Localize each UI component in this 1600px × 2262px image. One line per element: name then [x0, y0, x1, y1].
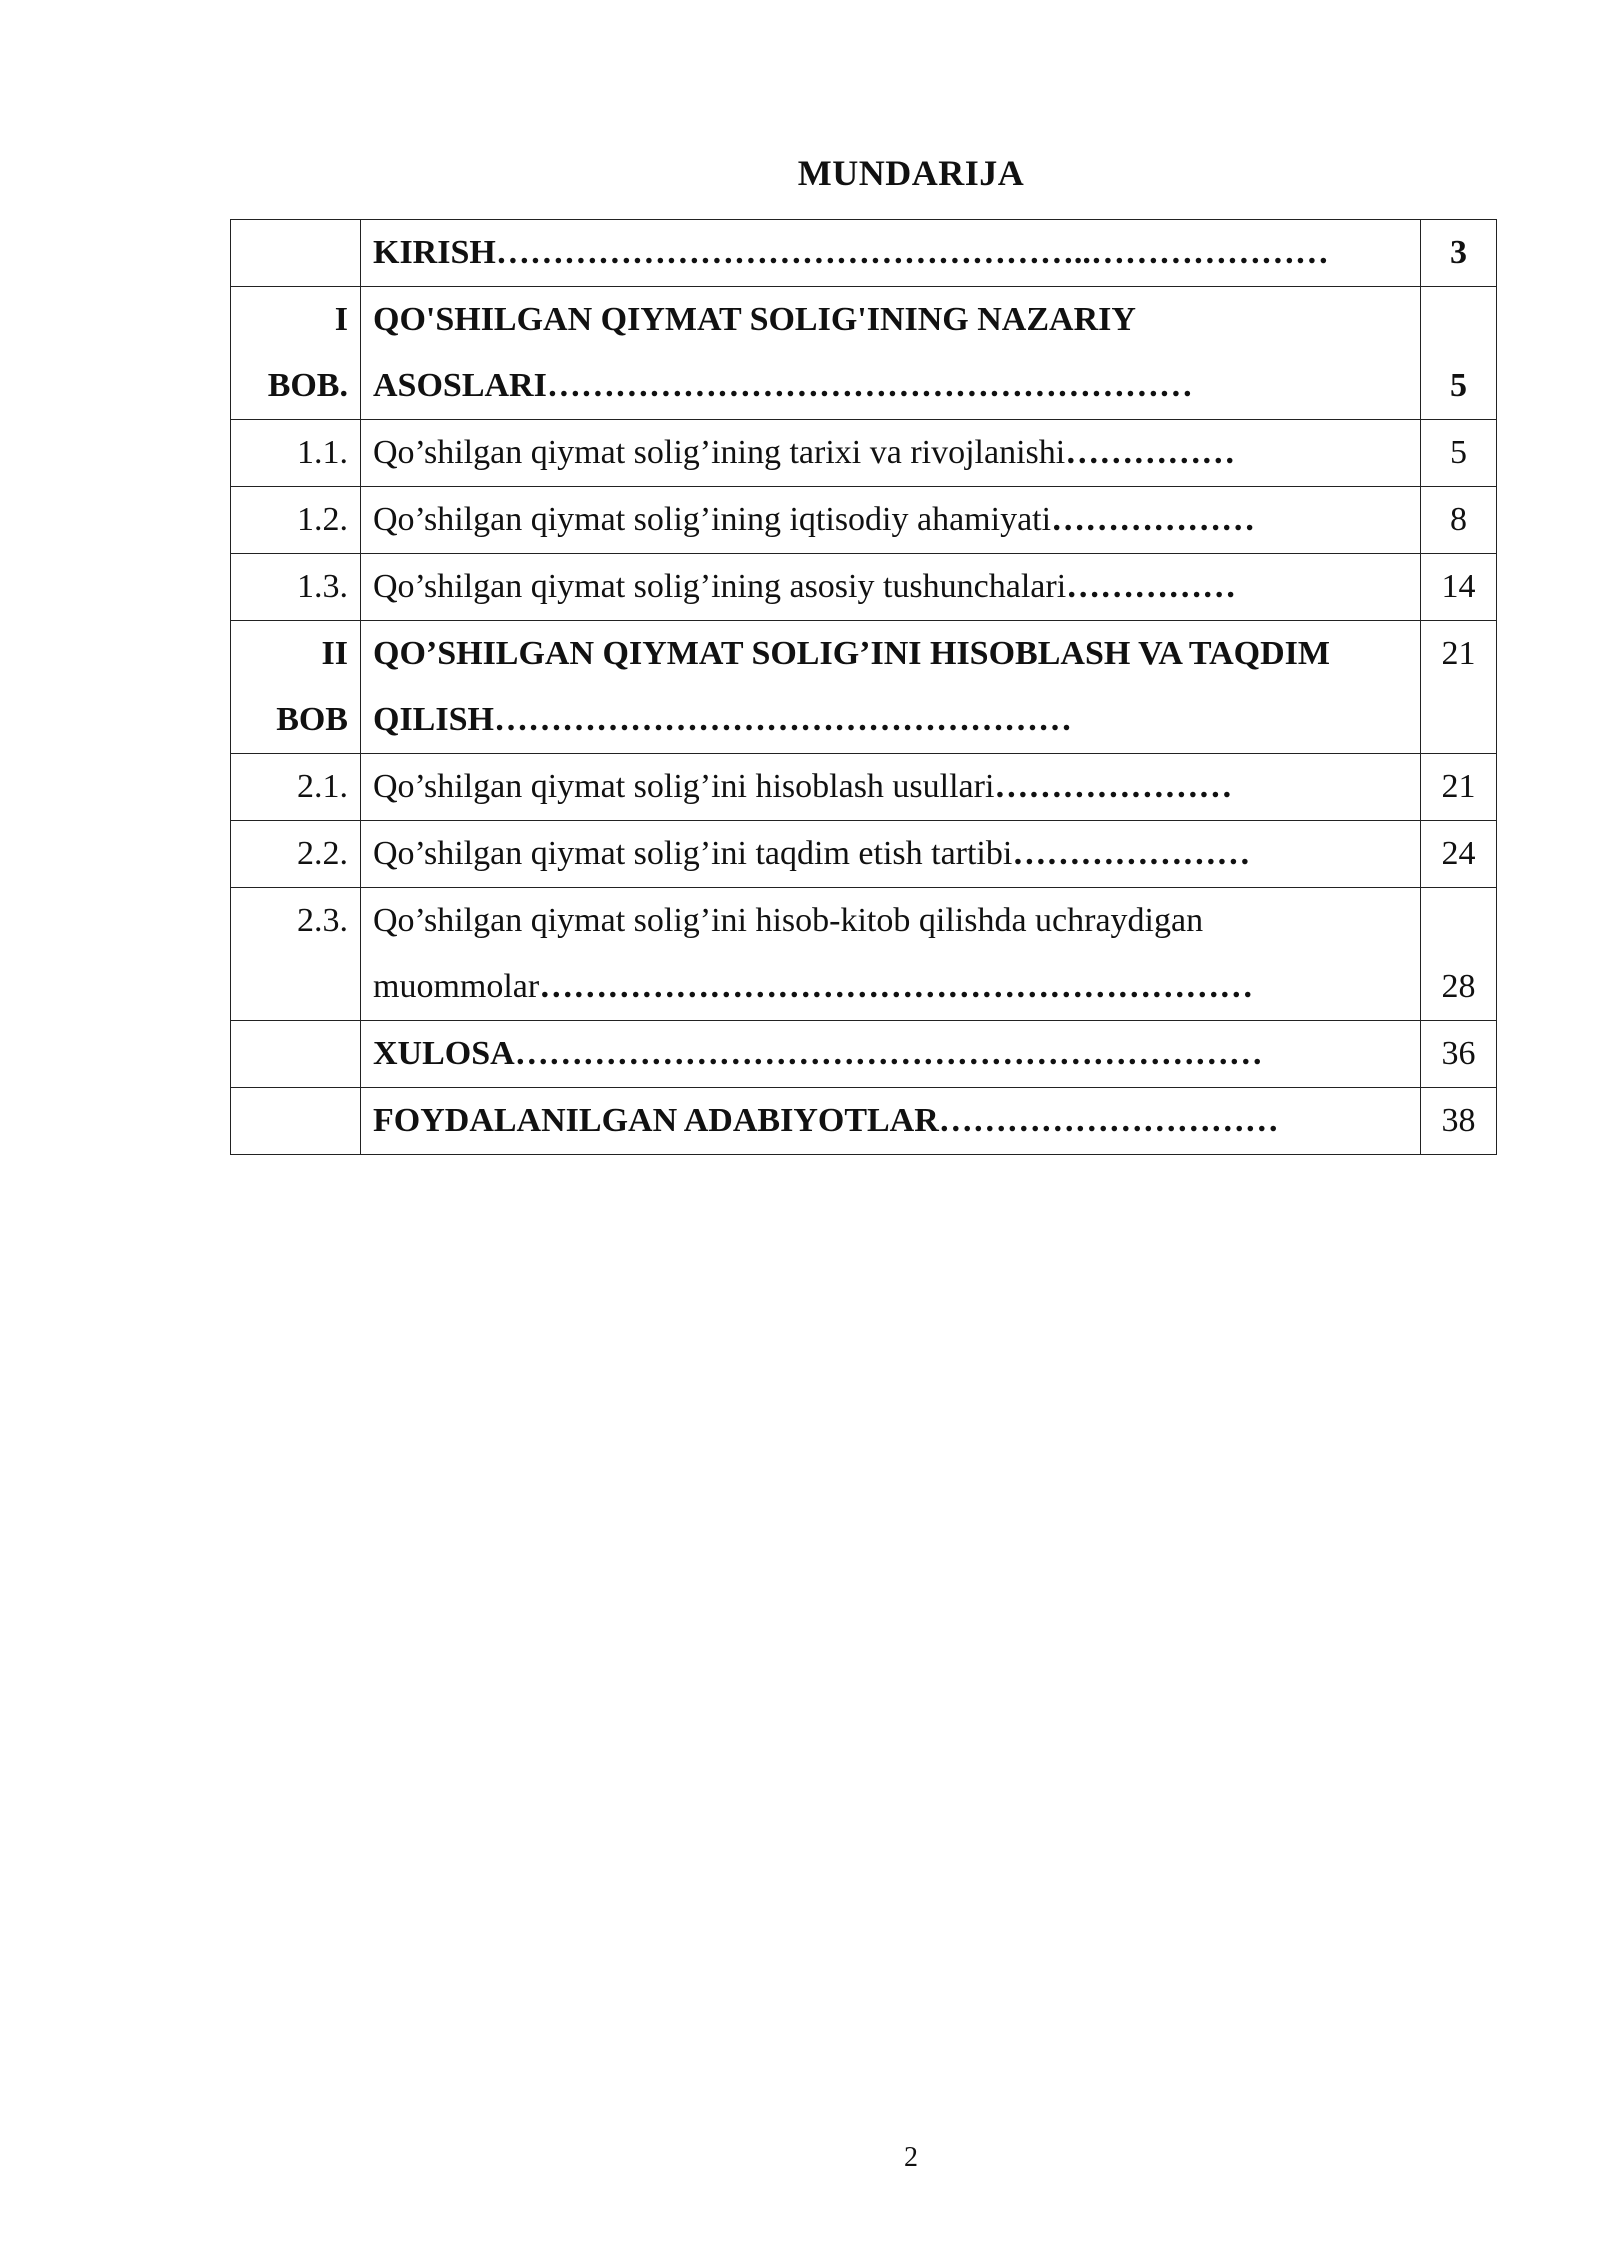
- toc-entry: [361, 754, 1421, 821]
- toc-entry-title: KIRISH: [373, 234, 496, 271]
- toc-entry-leader: ………………: [1051, 501, 1256, 538]
- toc-entry-title: Qo’shilgan qiymat solig’ini hisob-kitob qilishda uchraydigan muommolar: [373, 902, 1204, 1005]
- toc-page-number: 21: [1421, 754, 1497, 821]
- toc-row: [231, 287, 1497, 420]
- toc-row: [231, 487, 1497, 554]
- toc-page-number: 5: [1421, 420, 1497, 487]
- toc-section-number: II BOB: [231, 621, 361, 754]
- toc-entry-title: XULOSA: [373, 1035, 515, 1072]
- toc-entry-title: Qo’shilgan qiymat solig’ini hisoblash usullari: [373, 768, 995, 805]
- toc-entry-title: Qo’shilgan qiymat solig’ini taqdim etish tartibi: [373, 835, 1013, 872]
- toc-entry-leader: …………………………………………………………: [514, 1035, 1263, 1072]
- toc-page-number: 5: [1421, 287, 1497, 420]
- toc-row: [231, 821, 1497, 888]
- toc-entry: [361, 420, 1421, 487]
- toc-row: [231, 621, 1497, 754]
- toc-row: [231, 1021, 1497, 1088]
- toc-page-number: 3: [1421, 220, 1497, 287]
- toc-page-number: 8: [1421, 487, 1497, 554]
- toc-row: [231, 888, 1497, 1021]
- toc-entry-leader: ……………: [1066, 568, 1237, 605]
- toc-entry-leader: ……………………………………………: [493, 701, 1072, 738]
- toc-section-number: 1.2.: [231, 487, 361, 554]
- toc-section-number: [231, 220, 361, 287]
- toc-entry-title: QO'SHILGAN QIYMAT SOLIG'INING NAZARIY ASOSLARI: [373, 301, 1135, 404]
- toc-section-number: [231, 1021, 361, 1088]
- toc-section-number: 1.3.: [231, 554, 361, 621]
- toc-entry-leader: …………………: [1012, 835, 1251, 872]
- toc-section-number: 1.1.: [231, 420, 361, 487]
- toc-row: [231, 220, 1497, 287]
- page-number: 2: [904, 2142, 918, 2173]
- toc-body: [231, 220, 1497, 1155]
- toc-page-number: 24: [1421, 821, 1497, 888]
- toc-entry-leader: …………………………………………………: [546, 367, 1193, 404]
- toc-page-number: 14: [1421, 554, 1497, 621]
- toc-entry-leader: …………………: [994, 768, 1233, 805]
- toc-entry-leader: ……………: [1065, 434, 1236, 471]
- toc-section-number: 2.2.: [231, 821, 361, 888]
- page-title: MUNDARIJA: [797, 153, 1025, 193]
- toc-entry: [361, 554, 1421, 621]
- toc-row: [231, 420, 1497, 487]
- toc-row: [231, 754, 1497, 821]
- toc-page-number: 28: [1421, 888, 1497, 1021]
- toc-entry: [361, 1088, 1421, 1155]
- toc-entry: [361, 220, 1421, 287]
- toc-section-number: 2.3.: [231, 888, 361, 1021]
- toc-section-number: I BOB.: [231, 287, 361, 420]
- toc-page-number: 21: [1421, 621, 1497, 754]
- toc-page-number: 36: [1421, 1021, 1497, 1088]
- toc-entry-leader: ………………………………………………………: [539, 968, 1254, 1005]
- toc-entry-title: Qo’shilgan qiymat solig’ining iqtisodiy ahamiyati: [373, 501, 1052, 538]
- toc-section-number: 2.1.: [231, 754, 361, 821]
- toc-row: [231, 1088, 1497, 1155]
- toc-entry-title: Qo’shilgan qiymat solig’ining tarixi va rivojlanishi: [373, 434, 1066, 471]
- toc-section-number: [231, 1088, 361, 1155]
- toc-entry: [361, 1021, 1421, 1088]
- table-of-contents: [230, 219, 1497, 1155]
- toc-entry-leader: ……………………………………………..…………………: [495, 234, 1329, 271]
- toc-entry: [361, 821, 1421, 888]
- toc-row: [231, 554, 1497, 621]
- toc-page-number: 38: [1421, 1088, 1497, 1155]
- toc-entry: [361, 487, 1421, 554]
- toc-entry: [361, 287, 1421, 420]
- toc-entry-leader: …………………………: [938, 1102, 1279, 1139]
- toc-entry-title: FOYDALANILGAN ADABIYOTLAR: [373, 1102, 939, 1139]
- toc-entry: [361, 621, 1421, 754]
- toc-entry-title: QO’SHILGAN QIYMAT SOLIG’INI HISOBLASH VA TAQDIM QILISH: [373, 635, 1330, 738]
- toc-entry-title: Qo’shilgan qiymat solig’ining asosiy tushunchalari: [373, 568, 1067, 605]
- toc-entry: [361, 888, 1421, 1021]
